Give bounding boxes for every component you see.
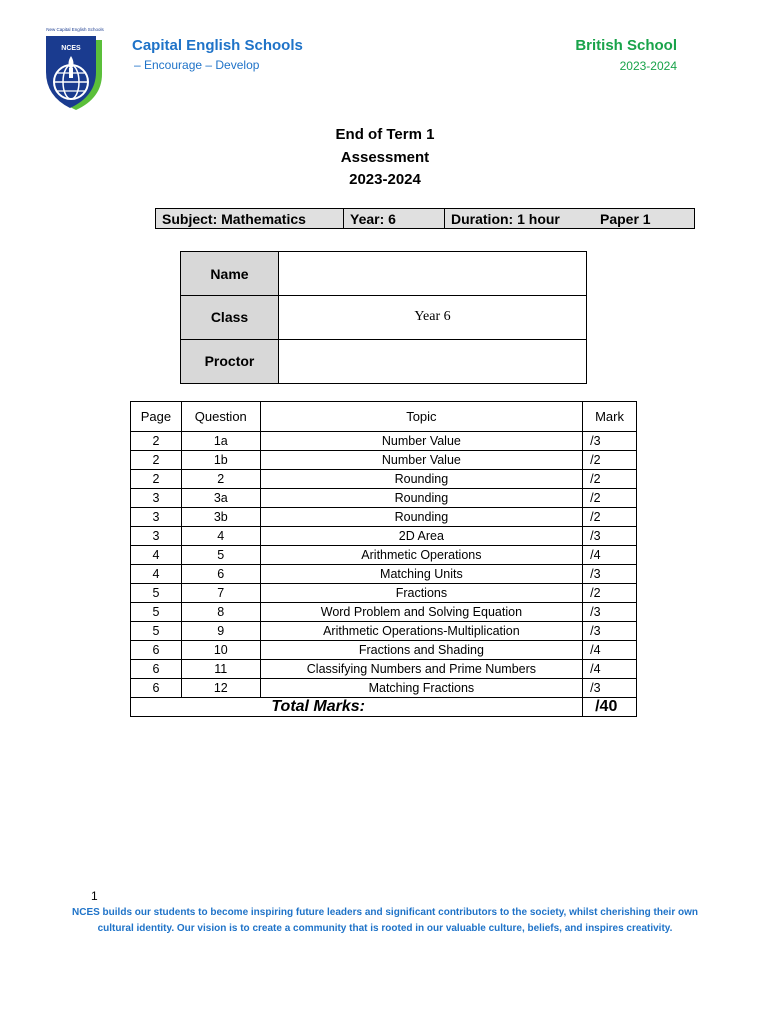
- name-field[interactable]: [279, 252, 587, 296]
- mark-cell: /3: [583, 565, 637, 584]
- mark-cell: /2: [583, 470, 637, 489]
- title-line-2: Assessment: [340, 149, 430, 166]
- table-row: [131, 679, 637, 698]
- subject-cell: Subject: Mathematics: [162, 210, 306, 227]
- total-spacer: [131, 698, 182, 717]
- paper-cell: Paper 1: [600, 210, 651, 227]
- topic-cell: Number Value: [260, 451, 582, 470]
- school-logo: [40, 26, 112, 112]
- header-question: Question: [181, 402, 260, 432]
- page-cell: 6: [131, 660, 182, 679]
- question-cell: 8: [181, 603, 260, 622]
- page-cell: 4: [131, 546, 182, 565]
- table-row: [131, 470, 637, 489]
- mark-cell: /3: [583, 622, 637, 641]
- header-mark: Mark: [583, 402, 637, 432]
- mark-cell: /3: [583, 527, 637, 546]
- table-row: [131, 660, 637, 679]
- page-cell: 3: [131, 489, 182, 508]
- topic-cell: Fractions: [260, 584, 582, 603]
- subject-bar: [155, 208, 695, 229]
- mark-cell: /3: [583, 679, 637, 698]
- mark-cell: /4: [583, 641, 637, 660]
- student-info-table: [180, 251, 587, 384]
- mark-cell: /3: [583, 603, 637, 622]
- question-cell: 11: [181, 660, 260, 679]
- topic-cell: Matching Fractions: [260, 679, 582, 698]
- question-cell: 9: [181, 622, 260, 641]
- info-row-class: [181, 296, 587, 339]
- mark-cell: /4: [583, 546, 637, 565]
- page-cell: 6: [131, 641, 182, 660]
- topic-cell: Matching Units: [260, 565, 582, 584]
- topic-cell: Fractions and Shading: [260, 641, 582, 660]
- title-line-3: 2023-2024: [349, 171, 421, 188]
- mark-cell: /4: [583, 660, 637, 679]
- question-cell: 10: [181, 641, 260, 660]
- question-cell: 2: [181, 470, 260, 489]
- topic-cell: Rounding: [260, 508, 582, 527]
- table-row: [131, 584, 637, 603]
- page-cell: 3: [131, 508, 182, 527]
- question-cell: 6: [181, 565, 260, 584]
- total-label: Total Marks:: [181, 698, 582, 717]
- mark-cell: /2: [583, 451, 637, 470]
- total-value: /40: [583, 698, 637, 717]
- vision-statement: NCES builds our students to become inspiring future leaders and significant contributors to the society, whilst cherishing their own cultural identity. Our vision is to create a community that is rooted in our valuable culture, beliefs, and inspires creativity.: [72, 907, 698, 934]
- table-row: [131, 546, 637, 565]
- page-cell: 5: [131, 622, 182, 641]
- proctor-field[interactable]: [279, 339, 587, 383]
- table-row: [131, 622, 637, 641]
- title-line-1: End of Term 1: [335, 126, 435, 143]
- page-cell: 5: [131, 584, 182, 603]
- table-row: [131, 489, 637, 508]
- table-row: [131, 641, 637, 660]
- table-row: [131, 432, 637, 451]
- page-cell: 6: [131, 679, 182, 698]
- header-topic: Topic: [260, 402, 582, 432]
- topics-header-row: [131, 402, 637, 432]
- mark-cell: /3: [583, 432, 637, 451]
- brand-year: 2023-2024: [619, 59, 677, 73]
- question-cell: 1b: [181, 451, 260, 470]
- school-motto: – Encourage – Develop: [134, 58, 260, 72]
- page-cell: 3: [131, 527, 182, 546]
- year-cell: Year: 6: [343, 209, 444, 228]
- topic-cell: Arithmetic Operations-Multiplication: [260, 622, 582, 641]
- header-page: Page: [131, 402, 182, 432]
- page-cell: 2: [131, 451, 182, 470]
- proctor-label: Proctor: [181, 339, 279, 383]
- info-row-name: [181, 252, 587, 296]
- page-cell: 2: [131, 432, 182, 451]
- question-cell: 7: [181, 584, 260, 603]
- mark-cell: /2: [583, 584, 637, 603]
- table-row: [131, 565, 637, 584]
- question-cell: 3b: [181, 508, 260, 527]
- topic-cell: Word Problem and Solving Equation: [260, 603, 582, 622]
- brand-name: British School: [575, 37, 677, 54]
- school-name: Capital English Schools: [132, 37, 303, 54]
- question-cell: 3a: [181, 489, 260, 508]
- mark-cell: /2: [583, 508, 637, 527]
- question-cell: 1a: [181, 432, 260, 451]
- topic-cell: 2D Area: [260, 527, 582, 546]
- name-label: Name: [181, 252, 279, 296]
- question-cell: 4: [181, 527, 260, 546]
- page-cell: 2: [131, 470, 182, 489]
- logo-caption: New Capital English Schools: [46, 27, 104, 32]
- page-cell: 5: [131, 603, 182, 622]
- topics-body: [131, 432, 637, 698]
- question-cell: 12: [181, 679, 260, 698]
- topic-cell: Rounding: [260, 470, 582, 489]
- topic-cell: Rounding: [260, 489, 582, 508]
- table-row: [131, 603, 637, 622]
- duration-cell: Duration: 1 hour: [444, 209, 594, 228]
- topic-cell: Number Value: [260, 432, 582, 451]
- page-cell: 4: [131, 565, 182, 584]
- table-row: [131, 451, 637, 470]
- class-field[interactable]: Year 6: [279, 296, 587, 339]
- info-row-proctor: [181, 339, 587, 383]
- topic-cell: Classifying Numbers and Prime Numbers: [260, 660, 582, 679]
- topic-cell: Arithmetic Operations: [260, 546, 582, 565]
- topics-table: [130, 401, 637, 717]
- logo-text: NCES: [61, 45, 81, 52]
- class-label: Class: [181, 296, 279, 339]
- mark-cell: /2: [583, 489, 637, 508]
- question-cell: 5: [181, 546, 260, 565]
- page-number: 1: [91, 889, 98, 903]
- table-row: [131, 527, 637, 546]
- total-row: [131, 698, 637, 717]
- table-row: [131, 508, 637, 527]
